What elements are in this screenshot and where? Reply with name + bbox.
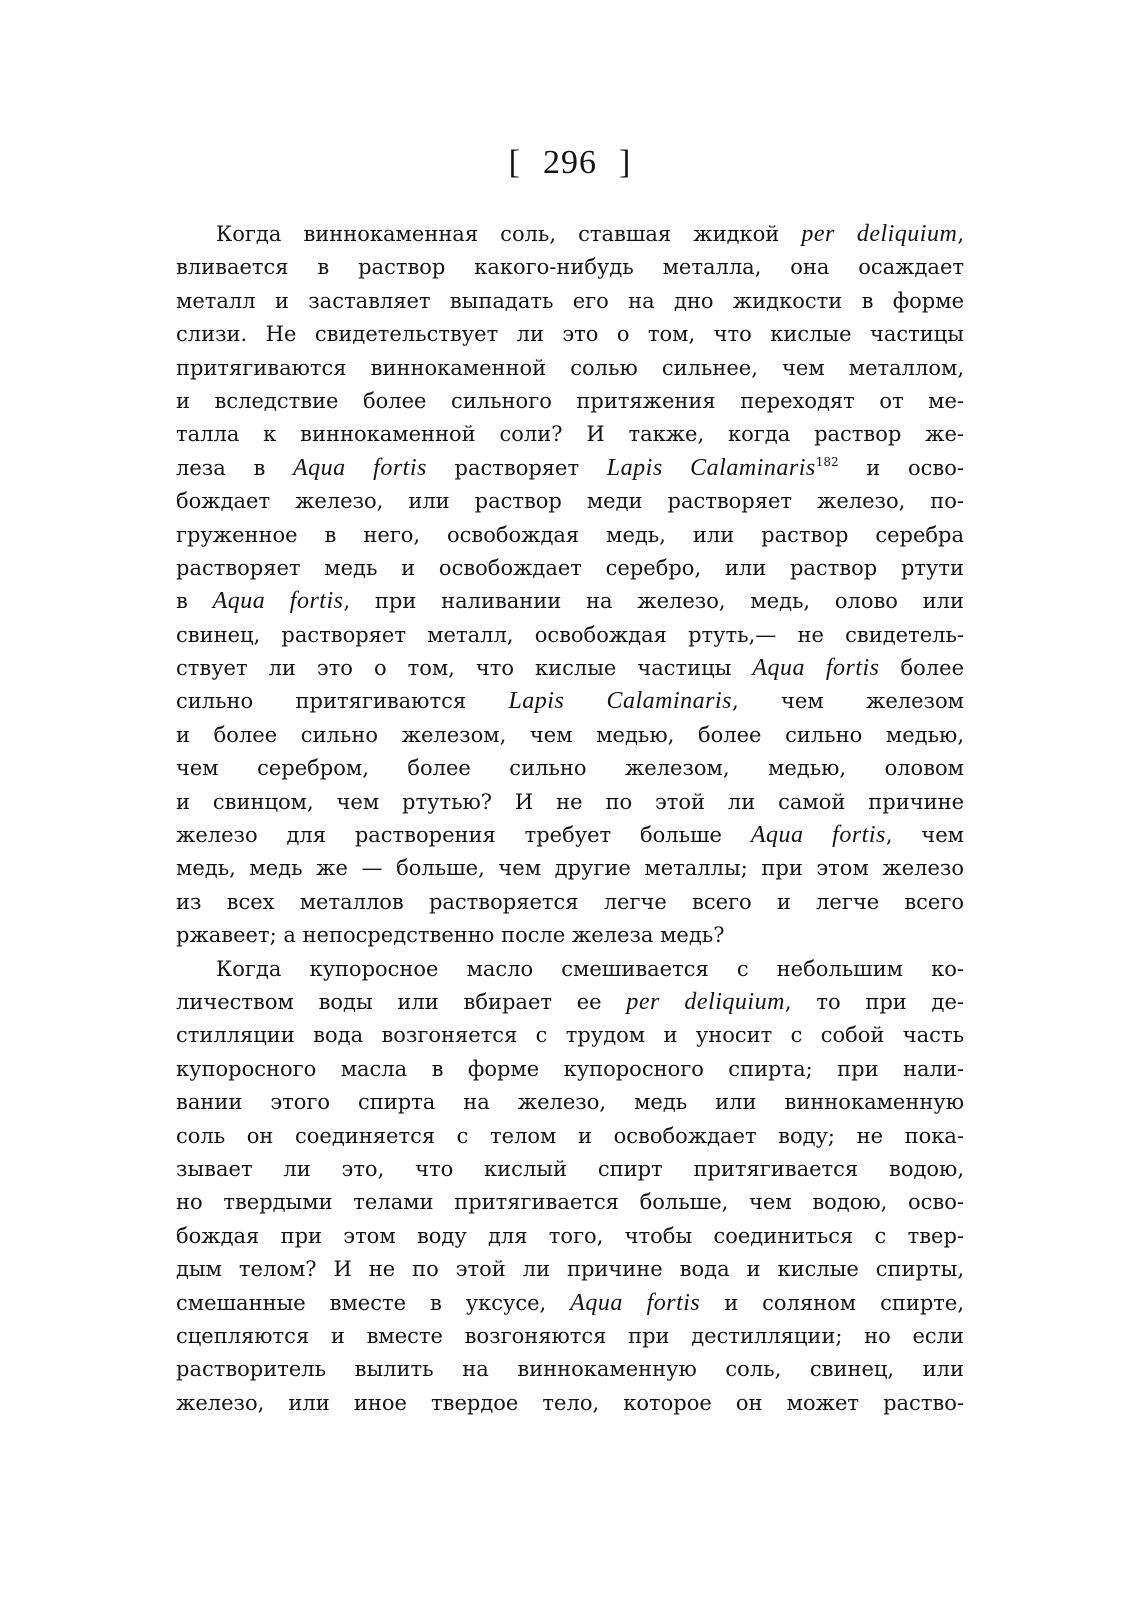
page-number-value: 296 <box>543 144 597 181</box>
text-segment: груженное в него, освобождая медь, или раствор серебра <box>176 522 964 547</box>
text-segment: , то при де- <box>784 989 964 1014</box>
text-line <box>176 819 964 852</box>
text-line <box>176 953 964 986</box>
text-segment: зывает ли это, что кислый спирт притягивается водою, <box>176 1156 964 1181</box>
text-segment: личеством воды или вбирает ее <box>176 989 627 1014</box>
text-segment: и более сильно железом, чем медью, более сильно медью, <box>176 722 964 747</box>
text-line <box>176 552 964 585</box>
text-segment: Когда виннокаменная соль, ставшая жидкой <box>216 222 802 246</box>
italic-term: Aqua fortis <box>750 822 886 849</box>
text-segment: железо для растворения требует больше <box>176 823 751 848</box>
text-line <box>176 585 964 618</box>
footnote-ref: 182 <box>815 454 839 469</box>
text-segment: смешанные вместе в уксусе, <box>176 1290 571 1315</box>
text-segment: бождает железо, или раствор меди растворяет железо, по- <box>176 489 964 514</box>
text-segment: вливается в раствор какого-нибудь металла, она осаждает <box>176 255 964 280</box>
text-segment: железо, или иное твердое тело, которое он может раство- <box>176 1390 964 1415</box>
text-segment: Когда купоросное масло смешивается с небольшим ко- <box>216 956 964 981</box>
text-segment: растворитель вылить на виннокаменную соль, свинец, или <box>176 1357 964 1382</box>
text-line <box>176 1086 964 1119</box>
text-segment: из всех металлов растворяется легче всего и легче всего <box>176 889 964 914</box>
italic-term: Lapis Calaminaris <box>508 688 732 715</box>
text-line <box>176 1053 964 1086</box>
text-line <box>176 886 964 919</box>
text-line <box>176 218 964 251</box>
text-segment: леза в <box>176 455 293 480</box>
italic-term: per deliquium <box>626 988 785 1015</box>
text-segment: и осво- <box>838 455 964 480</box>
text-line <box>176 752 964 785</box>
text-segment: но твердыми телами притягивается больше, чем водою, осво- <box>176 1190 964 1215</box>
text-segment: слизи. Не свидетельствует ли это о том, что кислые частицы <box>176 322 964 347</box>
text-line <box>176 1353 964 1386</box>
text-segment: , чем <box>885 823 965 848</box>
text-segment: металл и заставляет выпадать его на дно жидкости в форме <box>176 288 964 313</box>
text-segment: сцепляются и вместе возгоняются при дестилляции; но если <box>176 1323 964 1348</box>
text-segment: ствует ли это о том, что кислые частицы <box>176 656 753 681</box>
text-line <box>176 519 964 552</box>
text-line <box>176 685 964 718</box>
text-line <box>176 385 964 418</box>
text-line <box>176 1220 964 1253</box>
body-text <box>176 218 964 1420</box>
page-number-left-bracket: [ <box>508 144 521 181</box>
text-line <box>176 1153 964 1186</box>
text-segment: притягиваются виннокаменной солью сильнее, чем металлом, <box>176 355 964 380</box>
text-line <box>176 986 964 1019</box>
text-segment: соль он соединяется с телом и освобождает воду; не пока- <box>176 1123 964 1148</box>
text-segment: , при наливании на железо, медь, олово или <box>343 589 965 614</box>
text-line <box>176 1320 964 1353</box>
text-line <box>176 786 964 819</box>
text-segment: растворяет медь и освобождает серебро, или раствор ртути <box>176 555 964 580</box>
text-line <box>176 1186 964 1219</box>
text-line <box>176 1120 964 1153</box>
text-segment: дым телом? И не по этой ли причине вода и кислые спирты, <box>176 1257 964 1282</box>
text-segment: вании этого спирта на железо, медь или виннокаменную <box>176 1090 964 1115</box>
italic-term: per deliquium <box>801 221 958 247</box>
page-number <box>0 143 1140 183</box>
text-line <box>176 619 964 652</box>
italic-term: Aqua fortis <box>292 454 427 481</box>
text-segment: свинец, растворяет металл, освобождая ртуть,— не свидетель- <box>176 622 964 647</box>
italic-term: Lapis Calaminaris <box>606 454 816 481</box>
text-segment: и соляном спирте, <box>700 1290 964 1315</box>
text-segment: в <box>176 589 213 614</box>
text-segment: более <box>879 656 964 681</box>
text-line <box>176 919 964 952</box>
text-line <box>176 1253 964 1286</box>
text-segment: и свинцом, чем ртутью? И не по этой ли самой причине <box>176 789 964 814</box>
text-segment: бождая при этом воду для того, чтобы соединиться с твер- <box>176 1223 964 1248</box>
text-line <box>176 418 964 451</box>
text-segment: чем серебром, более сильно железом, медью, оловом <box>176 756 964 781</box>
text-line <box>176 1287 964 1320</box>
text-line <box>176 352 964 385</box>
text-line <box>176 318 964 351</box>
text-line <box>176 852 964 885</box>
text-segment: , чем железом <box>732 689 964 714</box>
text-line <box>176 452 964 485</box>
text-segment: растворяет <box>426 455 607 480</box>
text-segment: медь, медь же — больше, чем другие металлы; при этом железо <box>176 856 964 881</box>
text-line <box>176 719 964 752</box>
text-segment: ржавеет; а непосредственно после железа медь? <box>176 923 725 948</box>
italic-term: Aqua fortis <box>570 1289 701 1316</box>
text-line <box>176 285 964 318</box>
text-line <box>176 485 964 518</box>
text-line <box>176 1019 964 1052</box>
page-number-right-bracket: ] <box>619 144 632 181</box>
italic-term: Aqua fortis <box>752 655 880 682</box>
text-segment: стилляции вода возгоняется с трудом и уносит с собой часть <box>176 1023 964 1048</box>
text-line <box>176 251 964 284</box>
text-segment: сильно притягиваются <box>176 689 509 714</box>
text-segment: , <box>957 222 964 246</box>
text-line <box>176 652 964 685</box>
text-segment: талла к виннокаменной соли? И также, когда раствор же- <box>176 422 964 447</box>
text-line <box>176 1387 964 1420</box>
italic-term: Aqua fortis <box>212 588 344 615</box>
text-segment: и вследствие более сильного притяжения переходят от ме- <box>176 388 964 413</box>
text-segment: купоросного масла в форме купоросного спирта; при нали- <box>176 1056 964 1081</box>
